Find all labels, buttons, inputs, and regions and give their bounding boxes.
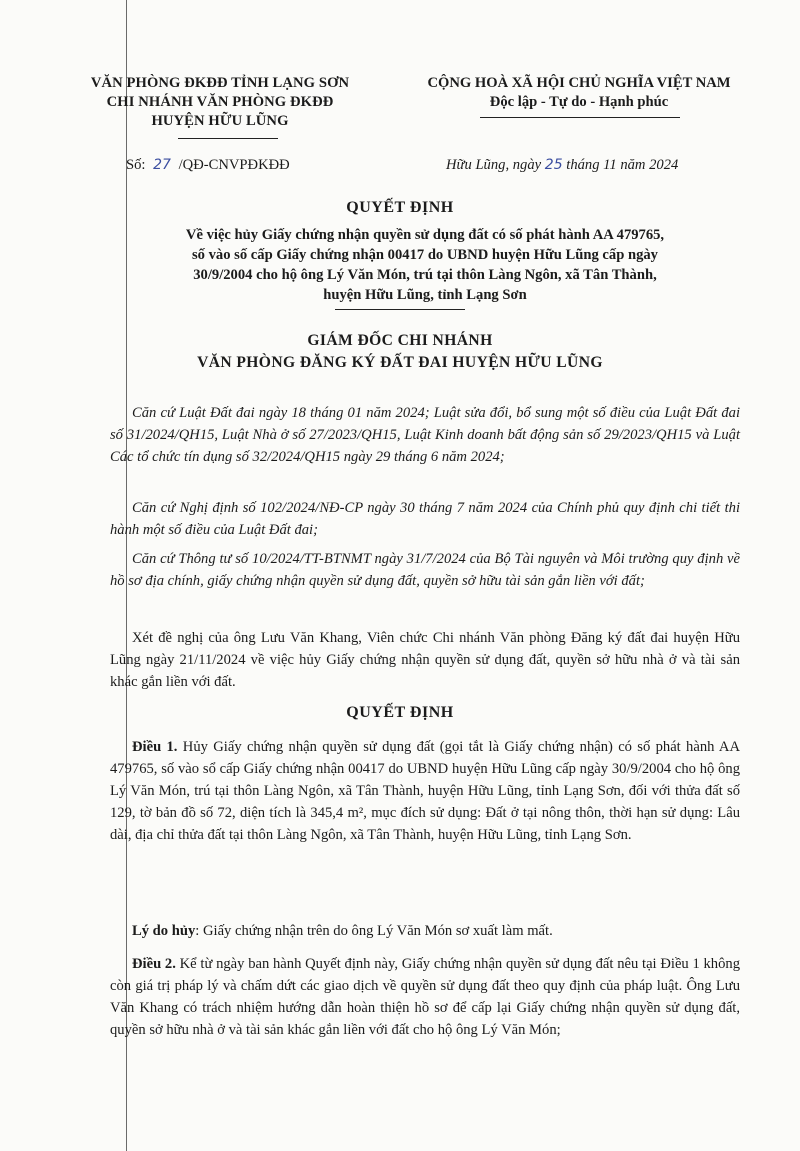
legal-basis-1 — [110, 402, 740, 468]
authority-line-2: VĂN PHÒNG ĐĂNG KÝ ĐẤT ĐAI HUYỆN HỮU LŨNG — [197, 354, 603, 371]
issuing-authority — [0, 330, 800, 374]
ref-prefix: Số: — [126, 157, 146, 173]
reason-label: Lý do hủy — [132, 923, 196, 939]
agency-line-3: HUYỆN HỮU LŨNG — [151, 113, 289, 129]
issuing-agency — [70, 74, 370, 131]
article-1-text: Hủy Giấy chứng nhận quyền sử dụng đất (gọi tắt là Giấy chứng nhận) có số phát hành AA 479765, số vào sổ cấp Giấy chứng nhận 00417 do UBND huyện Hữu Lũng cấp ngày 30/9/2004 cho hộ ông Lý Văn Món, trú tại thôn Làng Ngôn, xã Tân Thành, huyện Hữu Lũng, tỉnh Lạng Sơn, đối với thửa đất số 129, tờ bản đồ số 72, diện tích là 345,4 m², mục đích sử dụng: Đất ở tại nông thôn, thời hạn sử dụng: Lâu dài, địa chỉ thửa đất tại thôn Làng Ngôn, xã Tân Thành, huyện Hữu Lũng, tỉnh Lạng Sơn. — [110, 739, 741, 843]
national-motto — [386, 74, 772, 112]
proposal-text: Xét đề nghị của ông Lưu Văn Khang, Viên chức Chi nhánh Văn phòng Đăng ký đất đai huyện Hữu Lũng ngày 21/11/2024 về việc hủy Giấy chứng nhận quyền sử dụng đất, quyền sở hữu nhà ở và tài sản khác gắn liền với đất. — [110, 630, 740, 690]
date-suffix: tháng 11 năm 2024 — [566, 157, 679, 173]
document-title: QUYẾT ĐỊNH — [346, 199, 454, 216]
document-number — [126, 157, 290, 174]
subject-line-3: 30/9/2004 cho hộ ông Lý Văn Món, trú tại thôn Làng Ngôn, xã Tân Thành, — [193, 267, 657, 283]
legal-basis-3 — [110, 548, 740, 592]
proposal-paragraph — [110, 627, 740, 693]
agency-line-2: CHI NHÁNH VĂN PHÒNG ĐKĐĐ — [106, 94, 334, 110]
legal-basis-3-text: Căn cứ Thông tư số 10/2024/TT-BTNMT ngày 31/7/2024 của Bộ Tài nguyên và Môi trường quy định về hồ sơ địa chính, giấy chứng nhận quyền sử dụng đất, quyền sở hữu tài sản gắn liền với đất; — [110, 551, 740, 589]
motto-underline — [480, 117, 680, 118]
cancellation-reason — [110, 920, 740, 942]
article-2 — [110, 953, 740, 1041]
issue-date — [446, 157, 678, 174]
subject-line-1: Về việc hủy Giấy chứng nhận quyền sử dụng đất có số phát hành AA 479765, — [185, 227, 665, 243]
legal-basis-2 — [110, 497, 740, 541]
ref-suffix: /QĐ-CNVPĐKĐĐ — [178, 157, 290, 173]
ref-number-handwritten: 27 — [153, 157, 171, 173]
article-1-label: Điều 1. — [132, 739, 178, 755]
motto: Độc lập - Tự do - Hạnh phúc — [489, 94, 669, 110]
agency-line-1: VĂN PHÒNG ĐKĐĐ TỈNH LẠNG SƠN — [90, 75, 350, 91]
country-name: CỘNG HOÀ XÃ HỘI CHỦ NGHĨA VIỆT NAM — [427, 75, 731, 91]
decision-heading: QUYẾT ĐỊNH — [346, 704, 454, 721]
legal-basis-1-text: Căn cứ Luật Đất đai ngày 18 tháng 01 năm 2024; Luật sửa đổi, bổ sung một số điều của Luật Đất đai số 31/2024/QH15, Luật Nhà ở số 27/2023/QH15, Luật Kinh doanh bất động sản số 29/2023/QH15 và Luật Các tổ chức tín dụng số 32/2024/QH15 ngày 29 tháng 6 năm 2024; — [110, 405, 740, 465]
legal-basis-2-text: Căn cứ Nghị định số 102/2024/NĐ-CP ngày 30 tháng 7 năm 2024 của Chính phủ quy định chi tiết thi hành một số điều của Luật Đất đai; — [110, 500, 740, 538]
date-day-handwritten: 25 — [544, 157, 563, 173]
agency-underline — [178, 138, 278, 139]
article-2-text: Kể từ ngày ban hành Quyết định này, Giấy chứng nhận quyền sử dụng đất nêu tại Điều 1 không còn giá trị pháp lý và chấm dứt các giao dịch về quyền sử dụng đất theo quy định của pháp luật. Ông Lưu Văn Khang có trách nhiệm hướng dẫn hoàn thiện hồ sơ để cấp lại Giấy chứng nhận quyền sử dụng đất, quyền sở hữu nhà ở và tài sản khác gắn liền với đất cho hộ ông Lý Văn Món; — [110, 956, 740, 1038]
authority-line-1: GIÁM ĐỐC CHI NHÁNH — [307, 332, 493, 349]
subject-line-4: huyện Hữu Lũng, tỉnh Lạng Sơn — [323, 287, 527, 303]
reason-text: : Giấy chứng nhận trên do ông Lý Văn Món sơ xuất làm mất. — [195, 923, 553, 939]
subject-underline — [335, 309, 465, 310]
date-prefix: Hữu Lũng, ngày — [446, 157, 542, 173]
article-2-label: Điều 2. — [132, 956, 176, 972]
article-1 — [110, 736, 740, 846]
subject-line-2: số vào số cấp Giấy chứng nhận 00417 do UBND huyện Hữu Lũng cấp ngày — [192, 247, 658, 263]
document-subject — [105, 225, 745, 305]
